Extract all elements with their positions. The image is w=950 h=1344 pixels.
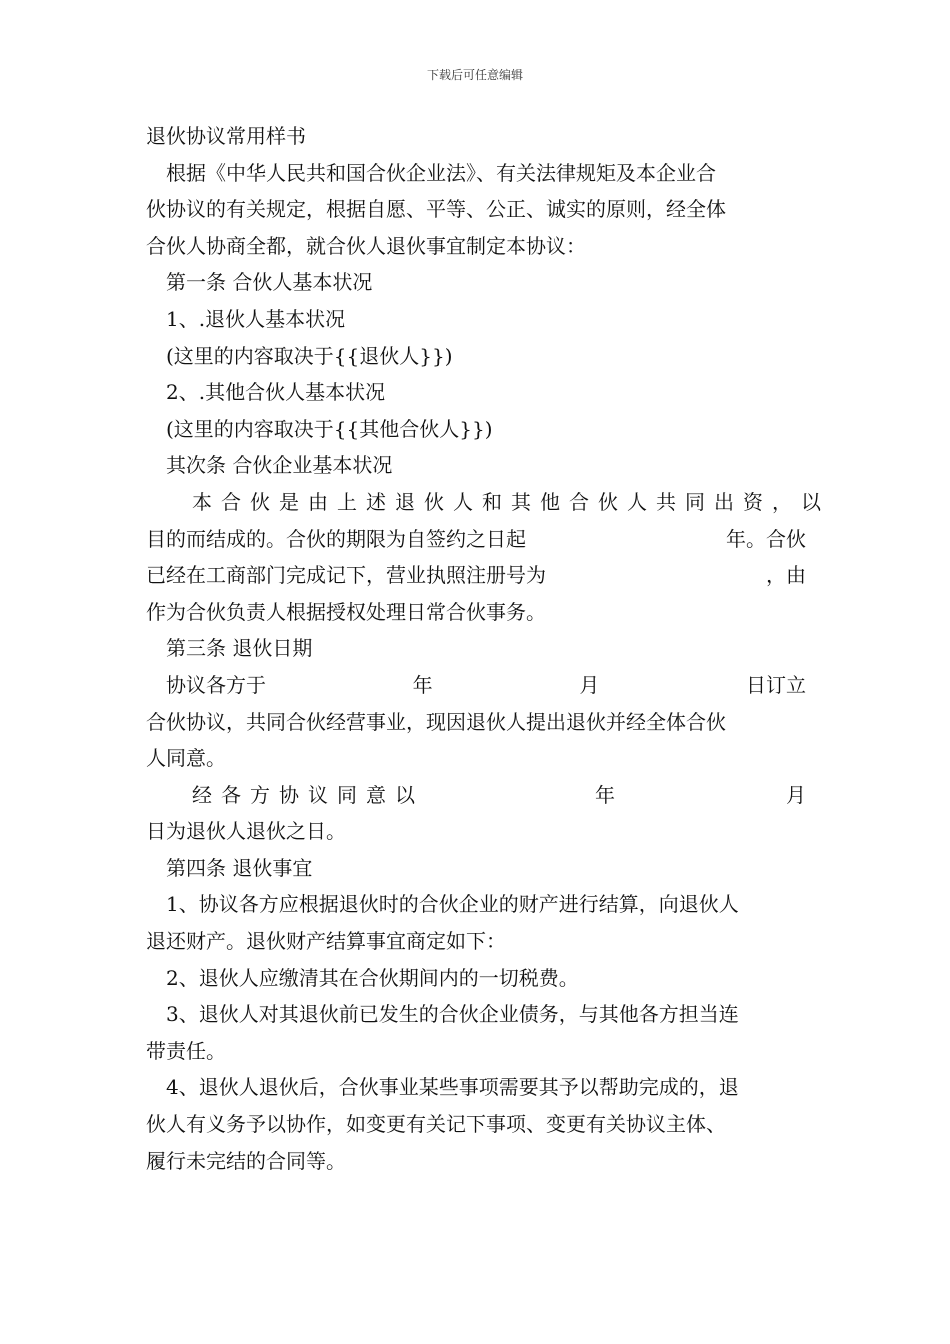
article-2-line-1-text: 本合伙是由上述退伙人和其他合伙人共同出资， — [192, 489, 801, 514]
day-label: 日订立 — [745, 672, 806, 697]
article-2-line-2-text: 目的而结成的。合伙的期限为自签约之日起 — [146, 526, 526, 551]
article-3-heading: 第三条 退伙日期 — [166, 636, 313, 661]
article-4-item-4-cont: 伙人有义务予以协作，如变更有关记下事项、变更有关协议主体、 — [146, 1112, 726, 1137]
article-1-item-2-note: (这里的内容取决于{{其他合伙人}}) — [166, 416, 493, 441]
month-label: 月 — [786, 782, 806, 807]
article-3-line-5: 日为退伙人退伙之日。 — [146, 819, 346, 844]
article-3-line-3: 人同意。 — [146, 746, 226, 771]
article-3-line-1 — [146, 667, 806, 704]
article-2-line-1 — [146, 484, 821, 521]
article-1-item-1-note: (这里的内容取决于{{退伙人}}) — [166, 343, 453, 368]
article-2-line-3-end: ，由 — [766, 563, 806, 588]
article-4-item-3: 3、退伙人对其退伙前已发生的合伙企业债务，与其他各方担当连 — [166, 1002, 739, 1027]
article-3-line-2: 合伙协议，共同合伙经营事业，现因退伙人提出退伙并经全体合伙 — [146, 709, 726, 734]
article-1-item-1: 1、.退伙人基本状况 — [166, 306, 346, 331]
preamble-line: 伙协议的有关规定，根据自愿、平等、公正、诚实的原则，经全体 — [146, 197, 726, 222]
article-2-line-3 — [146, 557, 806, 594]
article-4-item-1-cont: 退还财产。退伙财产结算事宜商定如下： — [146, 929, 506, 954]
article-2-line-4: 作为合伙负责人根据授权处理日常合伙事务。 — [146, 599, 546, 624]
article-1-item-2: 2、.其他合伙人基本状况 — [166, 380, 386, 405]
article-3-line-4 — [146, 777, 806, 814]
document-title: 退伙协议常用样书 — [146, 124, 306, 148]
month-label: 月 — [579, 672, 600, 697]
article-4-item-2: 2、退伙人应缴清其在合伙期间内的一切税费。 — [166, 965, 579, 990]
article-4-item-4: 4、退伙人退伙后，合伙事业某些事项需要其予以帮助完成的，退 — [166, 1075, 739, 1100]
document-body — [146, 118, 821, 1179]
page-header-note: 下载后可任意编辑 — [426, 68, 523, 82]
article-4-item-4-cont: 履行未完结的合同等。 — [146, 1148, 346, 1173]
agreement-date-label: 协议各方于 — [166, 672, 266, 697]
article-2-line-2-end: 年。合伙 — [726, 526, 806, 551]
article-4-item-1: 1、协议各方应根据退伙时的合伙企业的财产进行结算，向退伙人 — [166, 892, 739, 917]
article-1-heading: 第一条 合伙人基本状况 — [166, 270, 373, 295]
article-4-item-3-cont: 带责任。 — [146, 1038, 226, 1063]
withdrawal-date-label: 经各方协议同意以 — [192, 782, 424, 807]
article-2-line-2 — [146, 521, 806, 558]
article-4-heading: 第四条 退伙事宜 — [166, 855, 313, 880]
article-2-line-3-text: 已经在工商部门完成记下，营业执照注册号为 — [146, 563, 546, 588]
preamble-line: 合伙人协商全都，就合伙人退伙事宜制定本协议： — [146, 233, 586, 258]
year-label: 年 — [595, 782, 615, 807]
article-2-heading: 其次条 合伙企业基本状况 — [166, 453, 393, 478]
preamble-line: 根据《中华人民共和国合伙企业法》、有关法律规矩及本企业合 — [166, 160, 716, 185]
year-label: 年 — [412, 672, 433, 697]
article-2-line-1-end: 以 — [801, 489, 821, 514]
